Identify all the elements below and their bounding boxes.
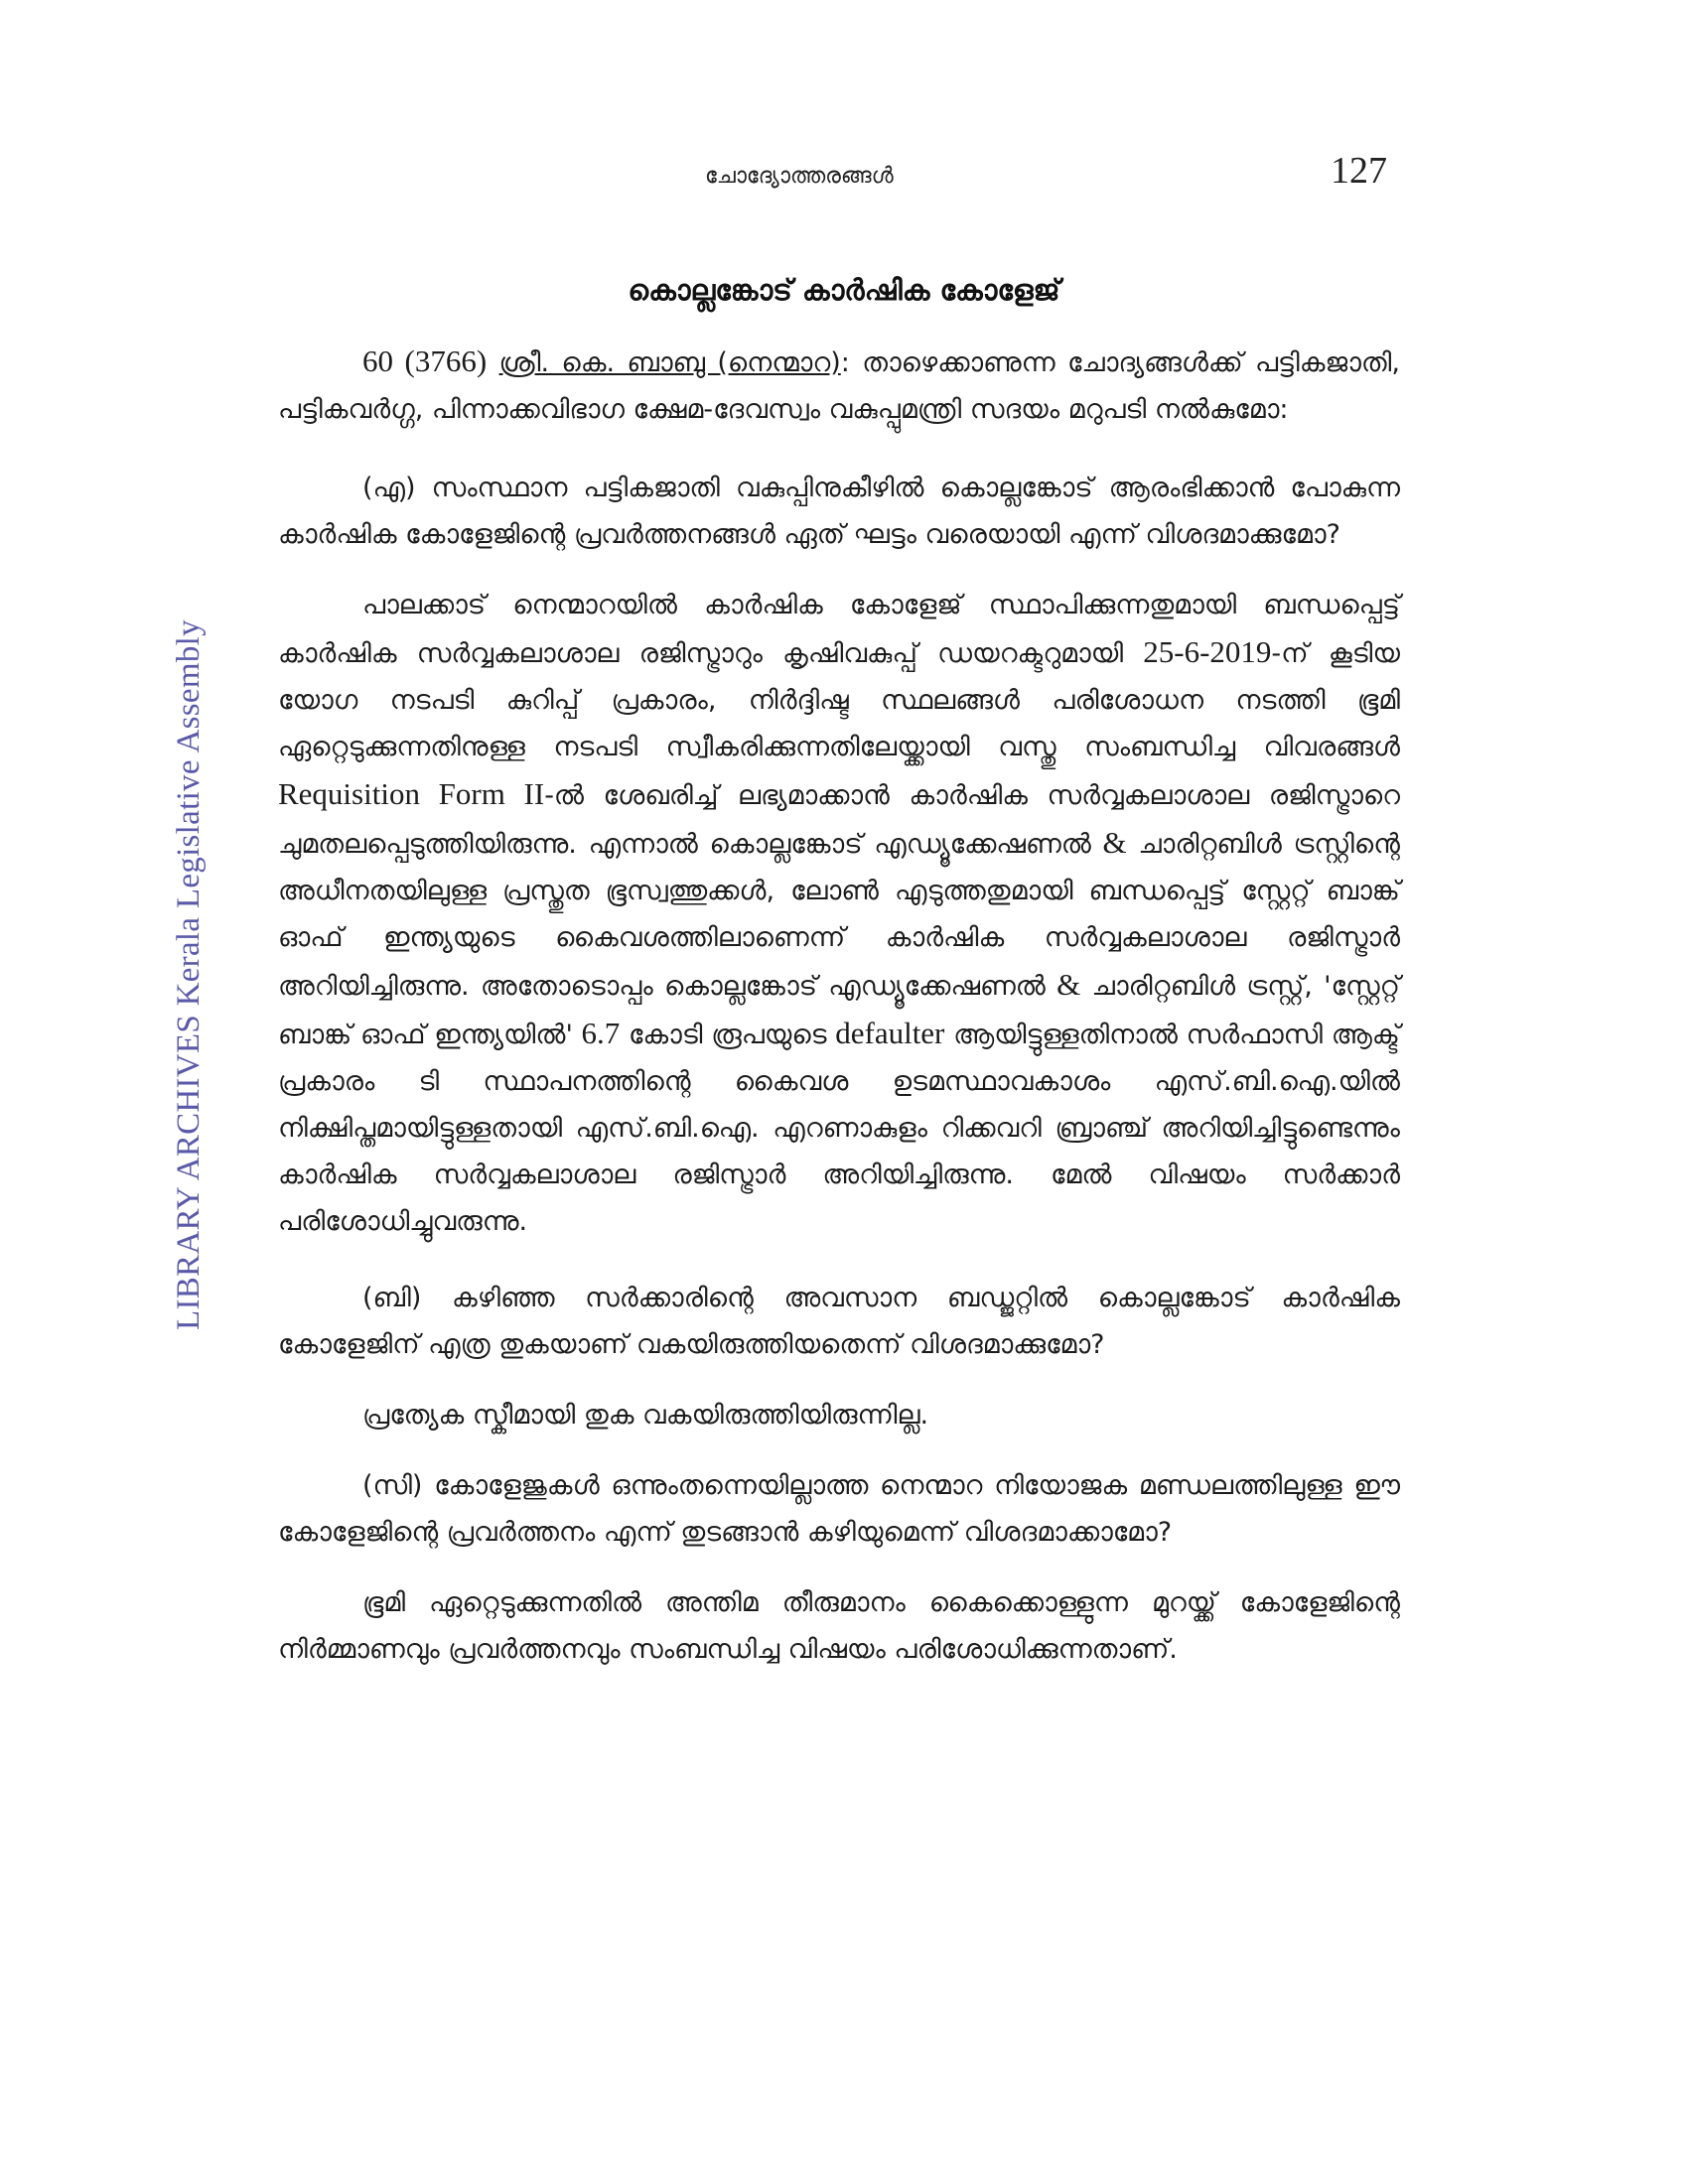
running-head: ചോദ്യോത്തരങ്ങൾ [705,164,894,189]
loan-amount: 6.7 [581,1016,621,1050]
answer-b: പ്രത്യേക സ്കീമായി തുക വകയിരുത്തിയിരുന്നില്ല. [362,1400,929,1431]
defaulter-term: defaulter [835,1016,945,1050]
question-b: (ബി) കഴിഞ്ഞ സർക്കാരിന്റെ അവസാന ബഡ്ജറ്റിൽ കൊല്ലങ്കോട് കാർഷിക കോളേജിന് എത്ര തുകയാണ് വകയിരുത്തിയതെന്ന് വിശദമാക്കുമോ? [278,1283,1400,1360]
answer-a-text-6: കോടി രൂപയുടെ [620,1020,836,1050]
question-number: 60 (3766) [362,343,488,378]
answer-a-text-5: ചാരിറ്റബിൾ ട്രസ്റ്റ്, 'സ്റ്റേറ്റ് ബാങ്ക് ഓഫ് ഇന്ത്യയിൽ' [278,971,1401,1050]
answer-a-text-3: -ൽ ശേഖരിച്ച് ലഭ്യമാക്കാൻ കാർഷിക സർവ്വകലാശാല രജിസ്ട്രാറെ ചുമതലപ്പെടുത്തിയിരുന്നു. എന്നാൽ കൊല്ലങ്കോട് എഡ്യൂക്കേഷണൽ [278,780,1401,860]
question-intro-text: : താഴെക്കാണുന്ന ചോദ്യങ്ങൾക്ക് പട്ടികജാതി, പട്ടികവർഗ്ഗ, പിന്നാക്കവിഭാഗ ക്ഷേമ-ദേവസ്വം വകുപ്പുമന്ത്രി സദയം മറുപടി നൽകുമോ: [278,347,1400,425]
archive-watermark: LIBRARY ARCHIVES Kerala Legislative Assembly [171,619,207,1330]
meeting-date: 25-6-2019 [1143,634,1272,669]
question-c: (സി) കോളേജുകൾ ഒന്നുംതന്നെയില്ലാത്ത നെന്മാറ നിയോജക മണ്ഡലത്തിലുള്ള ഈ കോളേജിന്റെ പ്രവർത്തനം എന്ന് തുടങ്ങാൻ കഴിയുമെന്ന് വിശദമാക്കാമോ? [278,1470,1400,1548]
question-intro [278,338,1400,433]
member-name: ശ്രീ. കെ. ബാബു (നെന്മാറ) [498,347,841,378]
requisition-form-name: Requisition Form II [278,776,545,811]
question-answer-body [278,338,1400,1697]
question-a: (എ) സംസ്ഥാന പട്ടികജാതി വകുപ്പിനുകീഴിൽ കൊല്ലങ്കോട് ആരംഭിക്കാൻ പോകുന്ന കാർഷിക കോളേജിന്റെ പ്രവർത്തനങ്ങൾ ഏത് ഘട്ടം വരെയായി എന്ന് വിശദമാക്കുമോ? [278,473,1400,550]
answer-a [278,582,1400,1245]
answer-a-text-2: -ന് കൂടിയ യോഗ നടപടി കുറിപ്പ് പ്രകാരം, നിർദ്ദിഷ്ട സ്ഥലങ്ങൾ പരിശോധന നടത്തി ഭൂമി ഏറ്റെടുക്കുന്നതിനുള്ള നടപടി സ്വീകരിക്കുന്നതിലേയ്ക്കായി വസ്തു സംബന്ധിച്ച വിവരങ്ങൾ [278,638,1400,762]
answer-a-text-1: പാലക്കാട് നെന്മാറയിൽ കാർഷിക കോളേജ് സ്ഥാപിക്കുന്നതുമായി ബന്ധപ്പെട്ട് കാർഷിക സർവ്വകലാശാല രജിസ്ട്രാറും കൃഷിവകുപ്പ് ഡയറക്ടറുമായി [278,590,1400,669]
page-number: 127 [1331,150,1387,192]
answer-c: ഭൂമി ഏറ്റെടുക്കുന്നതിൽ അന്തിമ തീരുമാനം കൈക്കൊള്ളുന്ന മുറയ്ക്ക് കോളേജിന്റെ നിർമ്മാണവും പ്രവർത്തനവും സംബന്ധിച്ച വിഷയം പരിശോധിക്കുന്നതാണ്. [278,1587,1400,1665]
ampersand: & [1102,825,1127,860]
answer-a-text-4: ചാരിറ്റബിൾ ട്രസ്റ്റിന്റെ അധീനതയിലുള്ള പ്രസ്തുത ഭൂസ്വത്തുക്കൾ, ലോൺ എടുത്തതുമായി ബന്ധപ്പെട്ട് സ്റ്റേറ്റ് ബാങ്ക് ഓഫ് ഇന്ത്യയുടെ കൈവശത്തിലാണെന്ന് കാർഷിക സർവ്വകലാശാല രജിസ്ട്രാർ അറിയിച്ചിരുന്നു. അതോടൊപ്പം കൊല്ലങ്കോട് എഡ്യൂക്കേഷണൽ [278,829,1400,1002]
ampersand: & [1056,967,1081,1002]
answer-a-text-7: ആയിട്ടുള്ളതിനാൽ സർഫാസി ആക്ട് പ്രകാരം ടി സ്ഥാപനത്തിന്റെ കൈവശ ഉടമസ്ഥാവകാശം എസ്.ബി.ഐ.യിൽ നിക്ഷിപ്തമായിട്ടുള്ളതായി എസ്.ബി.ഐ. എറണാകുളം റിക്കവറി ബ്രാഞ്ച് അറിയിച്ചിട്ടുണ്ടെന്നും കാർഷിക സർവ്വകലാശാല രജിസ്ട്രാർ അറിയിച്ചിരുന്നു. മേൽ വിഷയം സർക്കാർ പരിശോധിച്ചുവരുന്നു. [278,1020,1400,1237]
section-title: കൊല്ലങ്കോട് കാർഷിക കോളേജ് [628,273,1060,307]
